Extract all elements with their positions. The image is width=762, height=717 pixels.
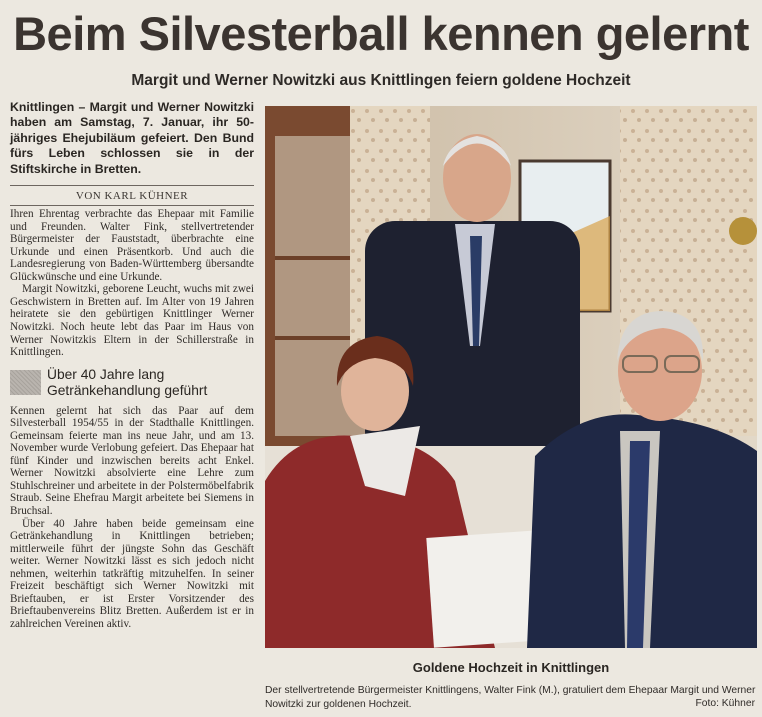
subheadline: Margit und Werner Nowitzki aus Knittlingen feiern goldene Hochzeit xyxy=(131,72,631,89)
standing-man-face xyxy=(443,134,511,222)
byline-divider xyxy=(10,205,254,206)
byline: VON KARL KÜHNER xyxy=(10,185,254,205)
body-paragraph: Ihren Ehrentag verbrachte das Ehepaar mit Familie und Freunden. Walter Fink, stellvertretender Bürgermeister der Fauststadt, überbrachte eine Urkunde und einen Präsentkorb. Und auch die Landesregierung von Baden-Württemberg übersandte Glückwünsche und eine Urkunde. xyxy=(10,208,254,283)
photo-illustration xyxy=(265,106,757,648)
headline: Beim Silvesterball kennen gelernt xyxy=(13,7,749,60)
lamp xyxy=(729,217,757,245)
body-paragraph: Über 40 Jahre haben beide gemeinsam eine Getränkehandlung in Knittlingen betrieben; mittlerweile führt der jüngste Sohn das Geschäft weiter. Werner Nowitzki lässt es sich jedoch nicht nehmen, weiterhin tatkräftig mitzuhelfen. In seiner Freizeit beschäftigt sich Werner Nowitzki mit Brieftauben, er ist Erster Vorsitzender des Brieftaubenvereins Blitz Bretten. Außerdem ist er in zahlreichen Vereinen aktiv. xyxy=(10,517,254,630)
lead-paragraph: Knittlingen – Margit und Werner Nowitzki haben am Samstag, 7. Januar, ihr 50-jähriges Ehejubiläum gefeiert. Den Bund fürs Leben schlossen sie in der Stiftskirche in Bretten. xyxy=(10,100,254,176)
article-photo xyxy=(265,106,757,648)
body-paragraph: Kennen gelernt hat sich das Paar auf dem Silvesterball 1954/55 in der Stadthalle Knittlingen. Gemeinsam feierte man ins neue Jahr, und am 13. November wurde Verlobung gefeiert. Das Ehepaar hat fünf Kinder und inzwischen bereits acht Enkel. Werner Nowitzki absolvierte eine Lehre zum Stuhlschreiner und arbeitete in der Polstermöbelfabrik Straub. Seine Ehefrau Margit arbeitete bei Siemens in Bruchsal. xyxy=(10,404,254,517)
photo-credit: Foto: Kühner xyxy=(695,698,755,709)
body-paragraph: Margit Nowitzki, geborene Leucht, wuchs mit zwei Geschwistern in Bretten auf. Im Alter von 19 Jahren heiratete sie den gebürtigen Knittlinger Werner Nowitzki. Noch heute lebt das Paar im Haus von Werner Nowitzkis Eltern in der Schillerstraße in Knittlingen. xyxy=(10,283,254,359)
intertitle-text: Über 40 Jahre lang Getränkehandlung geführt xyxy=(47,366,208,398)
intertitle-box-icon xyxy=(10,370,41,395)
article-column xyxy=(10,100,254,630)
caption-title: Goldene Hochzeit in Knittlingen xyxy=(412,660,610,675)
intertitle xyxy=(10,367,254,399)
photo-caption: Der stellvertretende Bürgermeister Knittlingens, Walter Fink (M.), gratuliert dem Ehepaar Margit und Werner Nowitzki zur goldenen Hochzeit. xyxy=(265,685,756,710)
